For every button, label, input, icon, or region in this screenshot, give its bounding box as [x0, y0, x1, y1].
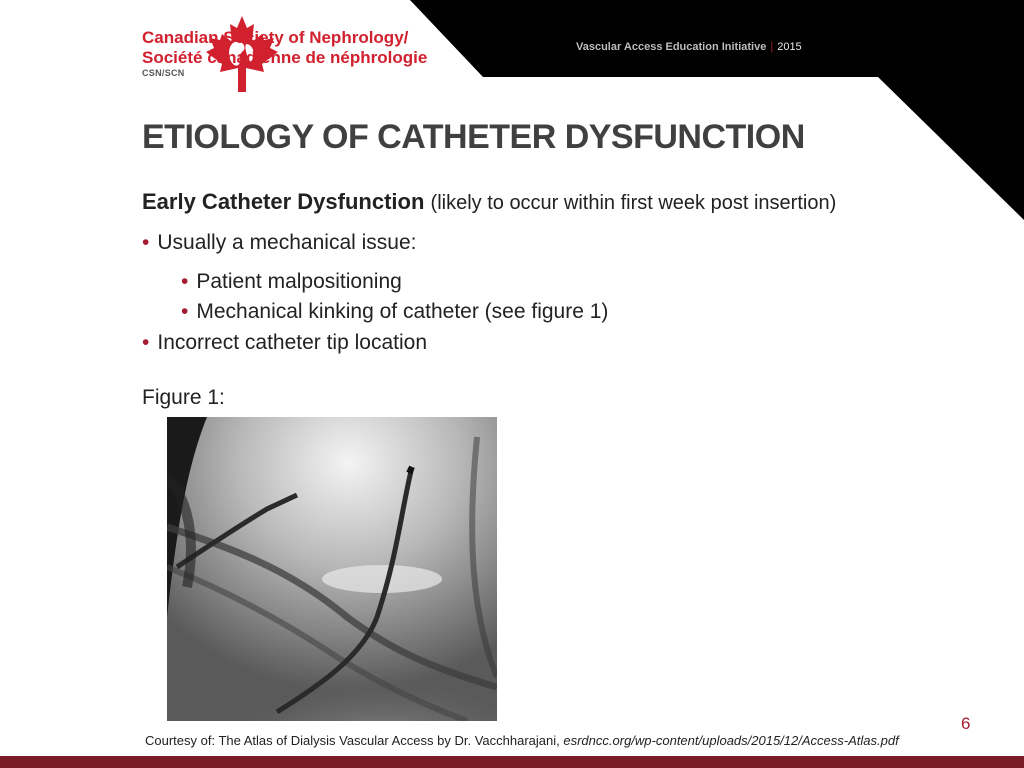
bullet-icon: • — [142, 331, 150, 354]
bullet-text: Mechanical kinking of catheter (see figure 1) — [196, 300, 609, 323]
bullet-text: Usually a mechanical issue: — [157, 231, 417, 254]
org-abbr: CSN/SCN — [142, 68, 185, 78]
caption-url: esrdncc.org/wp-content/uploads/2015/12/Access-Atlas.pdf — [563, 733, 899, 748]
caption-prefix: Courtesy of: The Atlas of Dialysis Vascular Access by Dr. Vacchharajani, — [145, 733, 560, 748]
subtitle-note: (likely to occur within first week post insertion) — [430, 192, 837, 214]
xray-image — [167, 417, 497, 721]
bullet-item — [142, 331, 427, 355]
slide-title: ETIOLOGY OF CATHETER DYSFUNCTION — [142, 118, 805, 156]
figure-caption — [145, 733, 899, 748]
initiative-label: Vascular Access Education Initiative — [576, 41, 767, 53]
org-name-fr: Société canadienne de néphrologie — [142, 48, 428, 67]
header-separator: | — [770, 41, 774, 53]
figure-label: Figure 1: — [142, 386, 225, 409]
bullet-text: Incorrect catheter tip location — [157, 331, 427, 354]
subtitle — [142, 189, 836, 215]
header-year: 2015 — [777, 41, 802, 53]
bullet-text: Patient malpositioning — [196, 270, 402, 293]
footer-bar — [0, 756, 1024, 768]
bullet-icon: • — [181, 270, 189, 293]
header-meta — [576, 41, 802, 53]
sub-bullet-item — [181, 300, 608, 324]
org-name-en: Canadian Society of Nephrology/ — [142, 28, 409, 47]
bullet-item — [142, 231, 416, 255]
bullet-icon: • — [181, 300, 189, 323]
bullet-icon: • — [142, 231, 150, 254]
page-number: 6 — [961, 714, 971, 733]
subtitle-bold: Early Catheter Dysfunction — [142, 189, 425, 214]
sub-bullet-item — [181, 270, 402, 294]
